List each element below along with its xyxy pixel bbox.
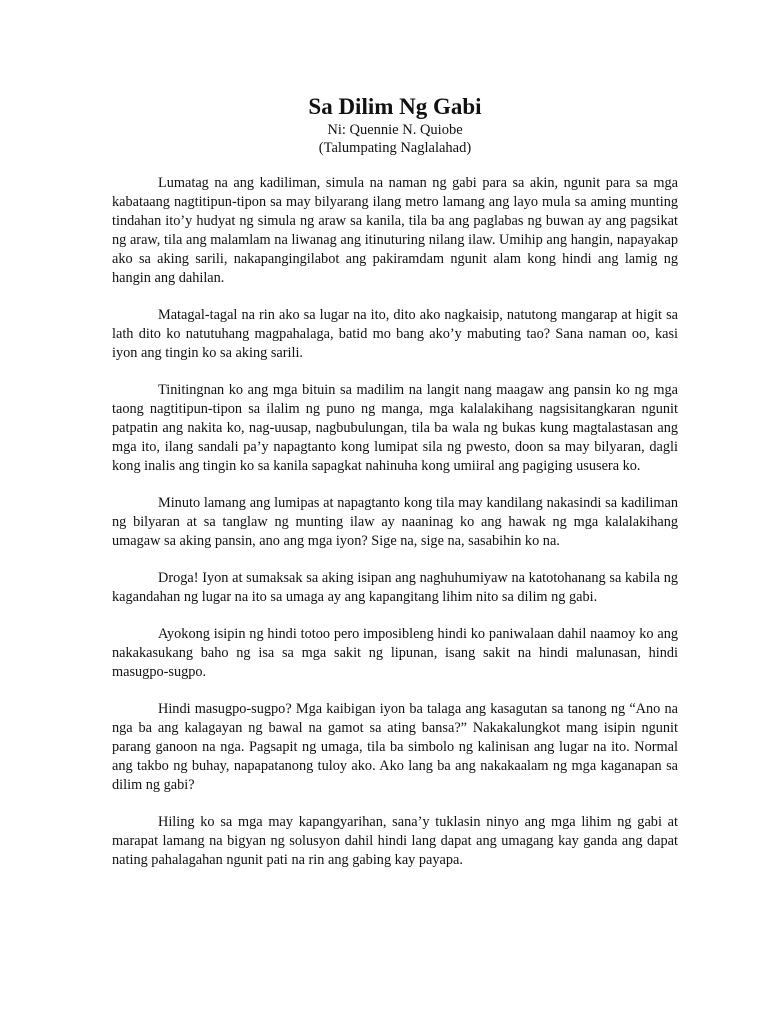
paragraph: Tinitingnan ko ang mga bituin sa madilim na langit nang maagaw ang pansin ko ng mga taong nagtitipun-tipon sa ilalim ng puno ng manga, mga kalalakihang nagsisitangkaran ngunit patpatin ang nakita ko, nag-uusap, nagbubulungan, tila ba wala ng bukas kung magtalastasan ang mga ito, ilang sandali pa’y napagtanto kong lumipat sila ng pwesto, doon sa may bilyaran, dagli kong inalis ang tingin ko sa kanila sapagkat nahinuha kong umiiral ang pagiging ususera ko. — [112, 382, 678, 474]
paragraph: Droga! Iyon at sumaksak sa aking isipan ang naghuhumiyaw na katotohanang sa kabila ng kagandahan ng lugar na ito sa umaga ay ang kapangitang lihim nito sa dilim ng gabi. — [112, 570, 678, 605]
document-title: Sa Dilim Ng Gabi — [308, 94, 482, 119]
document-page — [112, 93, 678, 888]
document-body — [112, 174, 678, 870]
paragraph: Minuto lamang ang lumipas at napagtanto kong tila may kandilang nakasindi sa kadiliman ng bilyaran at sa tanglaw ng munting ilaw ay naaninag ko ang hawak ng mga kalalakihang umagaw sa aking pansin, ano ang mga iyon? Sige na, sige na, sasabihin ko na. — [112, 495, 678, 549]
paragraph: Ayokong isipin ng hindi totoo pero imposibleng hindi ko paniwalaan dahil naamoy ko ang nakakasukang baho ng isa sa mga sakit ng lipunan, isang sakit na hindi malunasan, hindi masugpo-sugpo. — [112, 626, 678, 680]
paragraph: Matagal-tagal na rin ako sa lugar na ito, dito ako nagkaisip, natutong mangarap at higit sa lath dito ko natutuhang magpahalaga, batid mo bang ako’y mabuting tao? Sana naman oo, kasi iyon ang tingin ko sa aking sarili. — [112, 307, 678, 361]
document-subtitle: (Talumpating Naglalahad) — [318, 140, 472, 156]
paragraph: Lumatag na ang kadiliman, simula na naman ng gabi para sa akin, ngunit para sa mga kabataang nagtitipun-tipon sa may bilyarang ilang metro lamang ang layo mula sa aming munting tindahan ito’y hudyat ng simula ng araw sa kanila, tila ba ang paglabas ng buwan ay ang pagsikat ng araw, tila ang malamlam na liwanag ang itinuturing nilang ilaw. Umihip ang hangin, napayakap ako sa aking sarili, nakapangingilabot ang pakiramdam ngunit alam kong hindi ang lamig ng hangin ang dahilan. — [112, 175, 678, 286]
paragraph: Hiling ko sa mga may kapangyarihan, sana’y tuklasin ninyo ang mga lihim ng gabi at marapat lamang na bigyan ng solusyon dahil hindi lang dapat ang umagang kay ganda ang dapat nating pahalagahan ngunit pati na rin ang gabing kay payapa. — [112, 814, 678, 868]
paragraph: Hindi masugpo-sugpo? Mga kaibigan iyon ba talaga ang kasagutan sa tanong ng “Ano na nga ba ang kalagayan ng bawal na gamot sa ating bansa?” Nakakalungkot mang isipin ngunit parang ganoon na nga. Pagsapit ng umaga, tila ba simbolo ng kalinisan ang lugar na ito. Normal ang takbo ng buhay, napapatanong tuloy ako. Ako lang ba ang nakakaalam ng mga kaganapan sa dilim ng gabi? — [112, 701, 678, 793]
author-byline: Ni: Quennie N. Quiobe — [327, 122, 463, 138]
